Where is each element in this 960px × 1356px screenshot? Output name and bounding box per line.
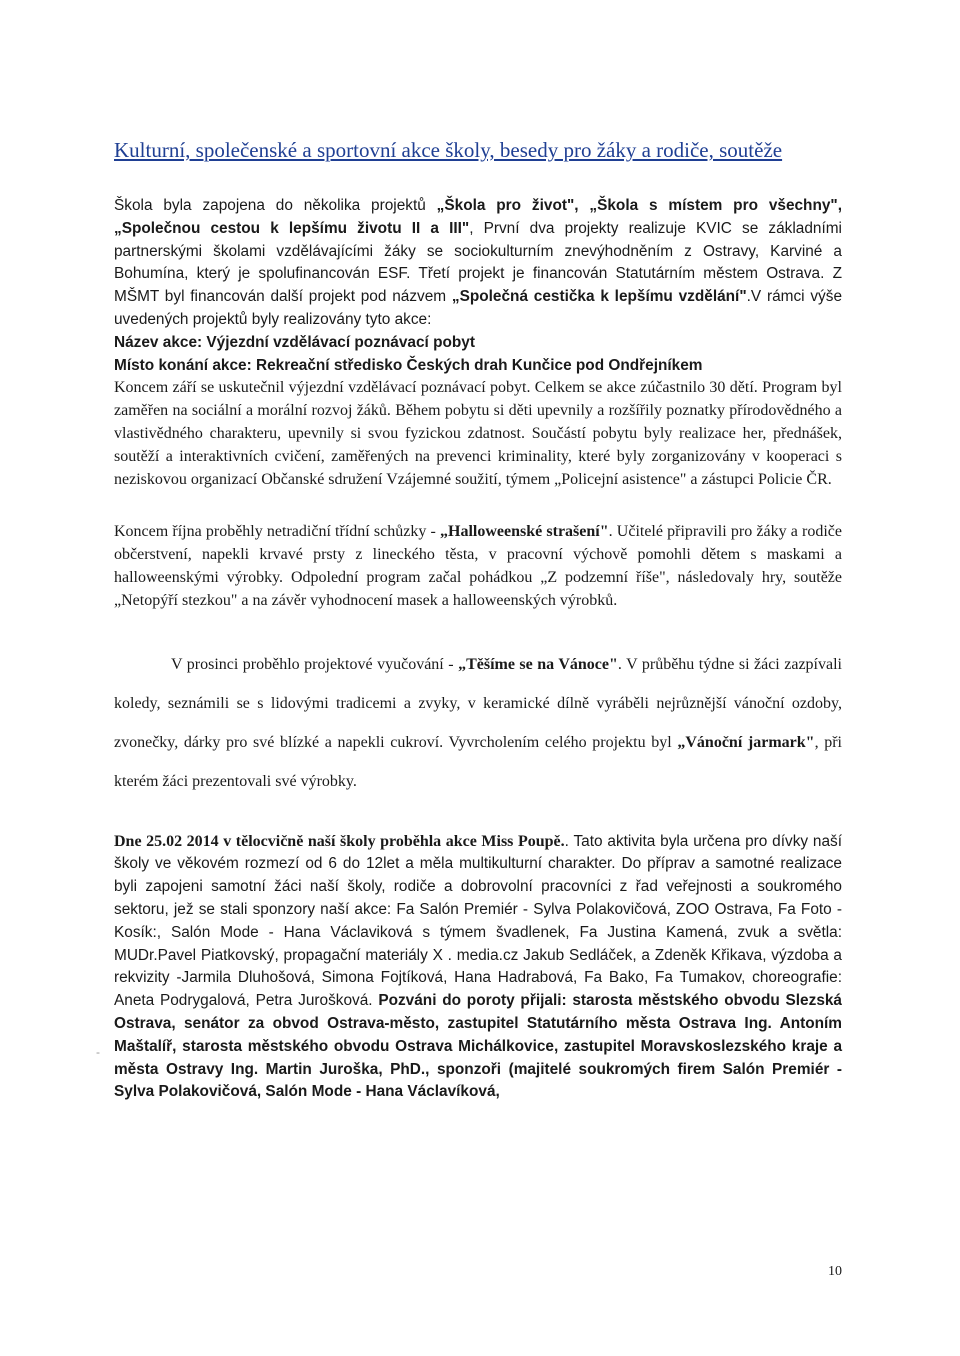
text-run: , První dva projekty realizuje KVIC se základními partnerskými školami vzdělávajícími žáky se sociokulturním znevýhodněním z Ostravy, Karviné a Bohumína, který je spolufinancován ESF. Třetí projekt je financován Statutárním městem Ostrava. Z MŠMT byl financován další projekt pod názvem [114, 219, 842, 306]
event-place-line [114, 355, 842, 378]
bold-run: „Společná cestička k lepšímu vzdělání" [451, 288, 747, 306]
text-run: Koncem října proběhly netradiční třídní schůzky - [114, 523, 440, 541]
page-number: 10 [828, 1264, 842, 1279]
halloween-paragraph [114, 521, 842, 612]
bold-run: Název akce: Výjezdní vzdělávací poznávací pobyt [114, 333, 475, 351]
section-heading: Kulturní, společenské a sportovní akce školy, besedy pro žáky a rodiče, soutěže [114, 138, 783, 162]
text-run: , při kterém žáci prezentovali své výrobky. [114, 733, 842, 790]
bold-run: „Vánoční jarmark" [677, 733, 815, 751]
margin-mark: - [96, 1045, 100, 1059]
text-run: . V průběhu týdne si žáci zazpívali koledy, seznámili se s lidovými tradicemi a zvyky, v keramické dílně vyráběli nejrůznější vánoční ozdoby, zvonečky, dárky pro své blízké a napekli cukroví. Vyvrcholením celého projektu byl [114, 655, 842, 751]
document-page [114, 136, 842, 1104]
bold-run: „Halloweenské strašení" [440, 523, 609, 541]
text-run: . Učitelé připravili pro žáky a rodiče občerstvení, napekli krvavé prsty z lineckého těsta, v pracovní výchově pomohli dětem s maskami a halloweenskými výrobky. Odpolední program začal pohádkou „Z podzemní říše", následovaly hry, soutěže „Netopýří stezkou" a na závěr vyhodnocení masek a halloweenských výrobků. [114, 523, 842, 609]
text-run: .V rámci výše uvedených projektů byly realizovány tyto akce: [114, 288, 843, 328]
bold-run: Dne 25.02 2014 v tělocvičně naší školy proběhla akce Miss Poupě. [114, 832, 565, 850]
bold-run: Místo konání akce: Rekreační středisko Českých drah Kunčice pod Ondřejníkem [114, 356, 703, 374]
text-run: Škola byla zapojena do několika projektů [114, 197, 437, 214]
miss-poupe-paragraph [114, 831, 842, 1105]
event-name-line [114, 332, 842, 355]
bold-run: Pozváni do poroty přijali: starosta městského obvodu Slezská Ostrava, senátor za obvod Ostrava-město, zastupitel Statutárního města Ostrava Ing. Antoním Maštalíř, starosta městského obvodu Ostrava Michálkovice, zastupitel Moravskoslezského kraje a města Ostravy Ing. Martin Juroška, PhD., sponzoři (majitelé soukromých firem Salón Premiér - Sylva Polakovičová, Salón Mode - Hana Václavíková, [114, 992, 842, 1101]
bold-run: „Škola pro život", „Škola s místem pro všechny", „Společnou cestou k lepšímu životu II a III" [114, 197, 842, 237]
projects-paragraph [114, 195, 842, 332]
stay-paragraph: Koncem září se uskutečnil výjezdní vzdělávací poznávací pobyt. Celkem se akce zúčastnilo 30 dětí. Program byl zaměřen na sociální a morální rozvoj žáků. Během pobytu si děti upevnily a rozšířily poznatky přírodovědného a vlastivědného charakteru, upevnily si svou fyzickou zdatnost. Součástí pobytu byly realizace her, přednášek, soutěží a interaktivních cvičení, zaměřených na prevenci kriminality, které byly zorganizovány v kooperaci s neziskovou organizací Občanské sdružení Vzájemné soužití, týmem „Policejní asistence" a zástupci Policie ČR. [114, 379, 842, 488]
text-run: . Tato aktivita byla určena pro dívky naší školy ve věkovém rozmezí od 6 do 12let a měla multikulturní charakter. Do příprav a samotné realizace byli zapojeni samotní žáci naší školy, rodiče a dobrovolní pracovníci z řad veřejnosti a soukromého sektoru, jež se stali sponzory naší akce: Fa Salón Premiér - Sylva Polakovičová, ZOO Ostrava, Fa Foto - Kosík:, Salón Mode - Hana Václaviková s týmem švadlenek, Fa Justina Kamená, zvuk a světla: MUDr.Pavel Piatkovský, propagační materiály X . media.cz Jakub Sedláček, a Zdeněk Křikava, výzdoba a rekvizity -Jarmila Dluhošová, Simona Fojtíková, Hana Hadrabová, Fa Bako, Fa Tumakov, choreografie: Aneta Podrygalová, Petra Jurošková. [114, 832, 843, 1010]
bold-run: „Těšíme se na Vánoce" [458, 655, 618, 673]
text-run: V prosinci proběhlo projektové vyučování - [171, 655, 459, 673]
christmas-paragraph [114, 645, 842, 801]
